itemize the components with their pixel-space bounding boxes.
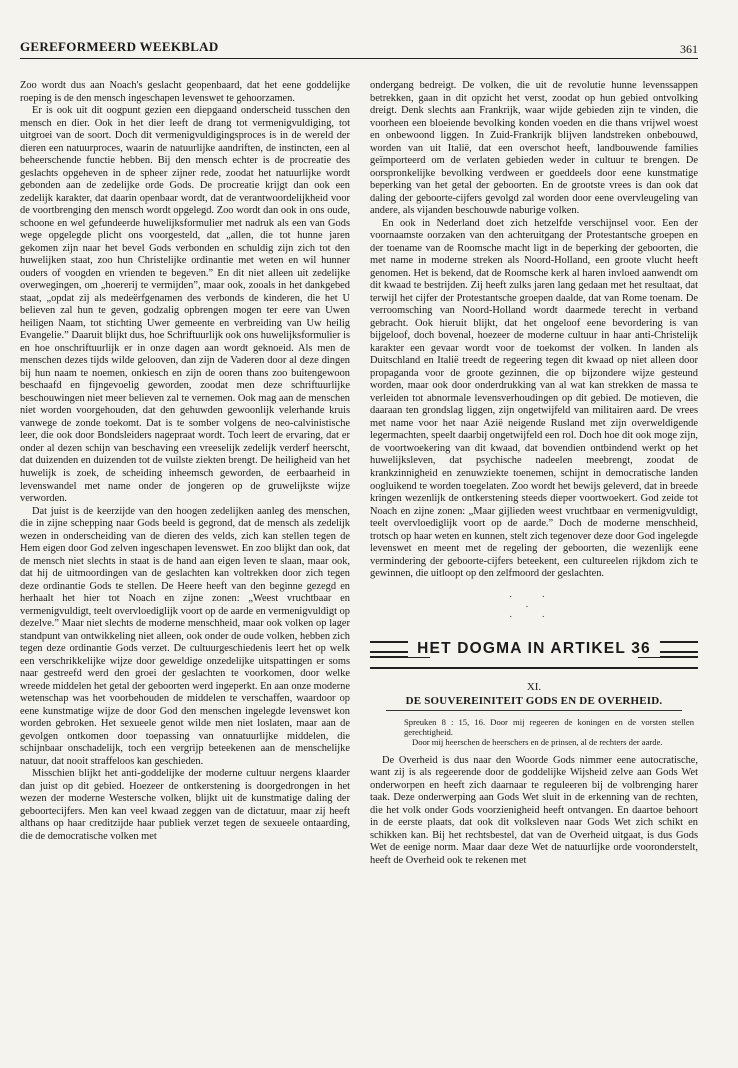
banner-rule-bottom (370, 667, 698, 669)
left-column (20, 80, 350, 843)
subtitle-rule (386, 710, 681, 711)
left-paragraph: Zoo wordt dus aan Noach's geslacht geopenbaard, dat het eene goddelijke roeping is de den mensch ingeschapen levenswet te gehoorzamen. (20, 80, 350, 104)
section-banner (370, 637, 698, 671)
section-body: De Overheid is dus naar den Woorde Gods nimmer eene autocratische, want zij is als regeerende door de goddelijke Wijsheid zelve aan Gods Wet onderworpen en heeft zich daarnaar te reguleeren bij de volbrenging harer taak. Deze onderwerping aan Gods Wet sluit in de erkenning van de rechten, die het volk onder Gods voorzienigheid heeft ontvangen. En daartoe behoort in de eerste plaats, dat ook dit volksleven naar Gods Wet zich schikt en schikken kan. Bij het rechtsbestel, dat van de Overheid uitgaat, is dus Gods Wet de eenige norm. Maar daar deze Wet de natuurlijke orde vooronderstelt, heeft de Overheid ook te rekenen met (370, 754, 698, 866)
left-paragraph: Misschien blijkt het anti-goddelijke der moderne cultuur nergens klaarder dan juist op dit gebied. Hoezeer de ontkerstening is doorgedrongen in het wezen der moderne Westersche volken, blijkt uit de kunstmatige daling der geboortecijfers. Men kan veel kwaad zeggen van de dictatuur, maar zij heeft althans op haar creditzijde haar publiek verzet tegen de sexueele ontaarding, die de democratische volken met (20, 768, 350, 842)
right-column (370, 80, 698, 867)
left-paragraph: Dat juist is de keerzijde van den hoogen zedelijken aanleg des menschen, die in zijne schepping naar Gods beeld is gegrond, dat de mensch als zedelijk wezen in onderscheiding van de dieren des velds, zich kan stellen tegen de Hem eigen door God zelven ingeschapen levenswet. En zoo blijkt dan ook, dat de mensch niet slechts in staat is de hand aan eigen leven te slaan, maar ook, dat hij de uitmoordingen van de geslachten kan voltrekken door zich tegen deze ordinantie Gods te stellen. De Heere heeft van den beginne gezegd en herhaalt het hier tot Noach en zijne zonen: „Weest vruchtbaar en vermenigvuldigt, teelt overvloediglijk voort op de aarde en vermenigvuldigt op dezelve.” Maar niet slechts de moderne menschheid, maar ook volken op lager standpunt van ontwikkeling niet alleen, ook onder de oude volken, hebben zich tegen deze ordinantie Gods verzet. De cultuurgeschiedenis leert het op welk een verschrikkelijke wijze door geweldige onzedelijke uitspattingen er soms naar gestreefd werd den groei der geslachten te voorkomen, door welke wreede middelen het getal der geboorten werd ingeperkt. En aan onze moderne wetenschap was het voorbehouden de middelen te verschaffen, waardoor op eene kunstmatige wijze de door God den menschen ingelegde levenswet kon worden gebroken. Het sexueele genot wilde men niet loslaten, maar aan de gevolgen ontkomen door toepassing van onnatuurlijke middelen, die schijnbaar onschadelijk, toch een vergrijp beteekenen aan de menschelijke natuur, dat nooit straffeloos kan geschieden. (20, 505, 350, 767)
page-header (20, 38, 698, 59)
scripture-line: Door mij heerschen de heerschers en de prinsen, al de rechters der aarde. (412, 736, 663, 747)
page-number: 361 (680, 42, 698, 56)
section-subtitle: DE SOUVEREINITEIT GODS EN DE OVERHEID. (405, 695, 663, 708)
section-number: XI. (526, 680, 542, 693)
scripture-line: Spreuken 8 : 15, 16. Door mij regeeren de koningen en de vorsten stellen gerechtigheid. (404, 716, 694, 737)
right-paragraph: ondergang bedreigt. De volken, die uit de revolutie hunne levenssappen betrekken, gaan in dit opzicht het verst, zoodat op hun gebied ontvolking dreigt. Denk slechts aan Frankrijk, waar wijde gebieden zijn te vinden, die voorheen een bloeiende bevolking konden voeden en die thans vrijwel woest en onbewoond liggen. In Zuid-Frankrijk blijven landstreken onbebouwd, worden van uit Italië, dat een overschot heeft, landbouwende families geïmporteerd om de verlaten gebieden weder in cultuur te brengen. De oorspronkelijke bevolking verdween er goeddeels door eene kunstmatige beperking van het getal der geboorten. En de grootste vrees is dan ook dat daling der geboorte-cijfers gevolgd zal worden door eene overvleugeling van andere, als vijanden beschouwde naburige volken. (370, 80, 698, 217)
section-separator-stars: . . . . . (509, 588, 559, 619)
right-paragraph: En ook in Nederland doet zich hetzelfde verschijnsel voor. Een der voornaamste oorzaken van den achteruitgang der Protestantsche groepen en der toename van de Roomsche macht ligt in de beperking der geboorten, die met name in moderne streken als Noord-Holland, een groote vlucht heeft genomen. Het is bekend, dat de Roomsche kerk al haren invloed aanwendt om dit kwaad te bestrijden. Zij heeft zulks jaren lang gedaan met het resultaat, dat terwijl het cijfer der Protestantsche groepen daalde, dat van Rome toenam. De verroomsching van Noord-Holland wordt daarmede terecht in verband gebracht. Ook hieruit blijkt, dat het ongeloof eene bevordering is van bijgeloof, doch bovenal, hoezeer de moderne cultuur in haar anti-Christelijk karakter een gevaar wordt voor de toekomst der volken. In landen als Duitschland en Italië treedt de regeering tegen dit kwaad op niet alleen door propaganda voor de groote gezinnen, die op bijzondere wijze gesteund worden, maar ook door onderdrukking van al wat kan strekken de massa te verleiden tot abnormale levensverhoudingen op dit gebied. De motieven, die daaraan ten grondslag liggen, zijn ongetwijfeld van militairen aard. De vrees met name voor het naar Azië neigende Rusland met zijn overweldigende legermachten, speelt daarbij ongetwijfeld een rol. Doch hoe dit ook moge zijn, de voortwoekering van dit kwaad, dat bovendien ontbindend werkt op het huwelijksleven, dat psychische nadeelen meebrengt, zoodat de krankzinnigheid en zenuwziekte toenemen, schijnt in democratische landen oogluikend te worden toegelaten. Zoo wordt het bewijs geleverd, dat in breede kringen wezenlijk de ontkerstening steeds dieper voortwoekert. God zeide tot Noach en zijne zonen: „Maar gijlieden weest vruchtbaar en vermenigvuldigt, teelt overvloediglijk voort op de aarde.” Doch de moderne menschheid, trotsch op haar weten en kunnen, stelt zich tegenover deze door God ingelegde levenswet en meent met de regeling der geboorten, die wezenlijk eene vermindering der geboorte-cijfers beteekent, een cultureelen rijkdom zich te gewinnen, die uitloopt op den zelfmoord der geslachten. (370, 217, 698, 580)
scripture-quote (370, 717, 698, 747)
journal-title: GEREFORMEERD WEEKBLAD (20, 39, 219, 54)
left-paragraph: Er is ook uit dit oogpunt gezien een diepgaand onderscheid tusschen den mensch en dier. Ook in het dier leeft de drang tot vermenigvuldiging, tot uitgroei van de soort. Doch dit vermenigvuldigingsproces is in de wereld der dieren een natuurproces, waarin de natuurlijke aandriften, de instincten, een al beheerschende functie hebben. Bij den mensch echter is de procreatie des geslachts opgeheven in de spheer zijner rede, zoodat het natuurlijke wordt gebonden aan de zedelijke orde Gods. De procreatie krijgt dan ook een zedelijk karakter, dat daarin openbaar wordt, dat de verantwoordelijkheid voor de voortbrenging den mensch wordt opgelegd. Zoo wordt dan ook in ons oude, schoone en wel gefundeerde huwelijksformulier met nadruk als een van Gods wege opgelegde plicht ons voorgesteld, dat „allen, die tot hunne jaren gekomen zijn naar het bevel Gods verbonden en schuldig zijn zich tot den huwelijken staat, zoo hun Christelijke ordinantie met weten en wil hunner ouders of voogden en vrienden te begeven.” En dit niet alleen uit zedelijke overwegingen, om „hoererij te vermijden”, maar ook, zooals in het dankgebed staat, „opdat zij als medeërfgenamen des verbonds de kinderen, die het U believen zal hun te geven, godzalig opbrengen mogen ter eere van Uwen heiligen Naam, tot stichting Uwer gemeente en verbreiding van Uw heilig Evangelie.” Daaruit blijkt dus, hoe Schriftuurlijk ook ons huwelijksformulier is en hoe onschriftuurlijk er in onze dagen aan wordt geknoeid. Als men de menschen dezes tijds wilde gelooven, dan zijn de Vaderen door al deze dingen bij hun naam te noemen, onkiesch en zijn de ooren thans zoo buitengewoon beschaafd en fijngevoelig geworden, zoodat men deze schriftuurlijke beschouwingen niet meer believen zal te vernemen. Ook mag aan de menschen niet worden voorgehouden, dat den gehuwden gewoonlijk velerhande kruis vanwege de zonde toekomt. Dat is te somber volgens de neo-calvinistische leer, die ook door Bondsleiders nagepraat wordt. Toch leert de ervaring, dat er onder al dezen schijn van beschaving een vreeselijk zedelijk verderf heerscht, dat duizenden en duizenden tot de vuilste ziekten brengt. De heiligheid van het huwelijk is zoek, de scheiding inheemsch geworden, de eerbaarheid in levenswandel met name onder de jongeren op de gruwelijkste wijze verworden. (20, 105, 350, 505)
banner-title: HET DOGMA IN ARTIKEL 36 (370, 643, 698, 656)
